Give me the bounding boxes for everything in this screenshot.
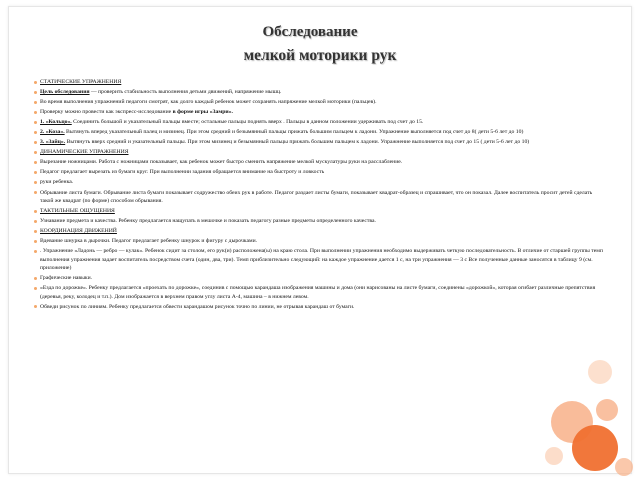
item-label: Цель обследования bbox=[40, 89, 90, 96]
list-item bbox=[40, 158, 606, 166]
deco-circle-3 bbox=[596, 399, 618, 421]
list-item bbox=[40, 128, 606, 136]
item-label: 2. «Коза». bbox=[40, 129, 65, 136]
item-text: Вдевание шнурка в дырочки. Педагог предлагает ребенку шнурок и фигуру с дырочками. bbox=[40, 238, 258, 245]
item-text: Обведи рисунок по линиям. Ребенку предлагается обвести карандашом рисунок точно по линии, не отрывая карандаш от бумаги. bbox=[40, 303, 355, 310]
section-heading: ДИНАМИЧЕСКИЕ УПРАЖНЕНИЯ bbox=[40, 149, 129, 156]
section-dynamic bbox=[40, 148, 606, 156]
item-text: Педагог предлагает вырезать из бумаги круг. При выполнении задания обращается внимание на быстроту и ловкость bbox=[40, 169, 325, 176]
section-heading: ТАКТИЛЬНЫЕ ОЩУЩЕНИЯ bbox=[40, 208, 115, 215]
item-text: Вытянуть вперед указательный палец и мизинец. При этом средний и безымянный пальцы прижать большим пальцем к ладони. Упражнение выполняется под счет до 8( дети 5-6 лет до 10) bbox=[64, 129, 524, 136]
section-static bbox=[40, 78, 606, 86]
item-text: . Упражнение «Ладонь — ребро — кулак». Ребенок сидит за столом, его рук(и) расположена(ы) на краю стола. При выполнении упражнения необходимо выдерживать четкую последовательность. В отличие от старшей группы темп выполнения упражнения задает воспитатель посредством счета (один, два, три). Темп приблизительно следующий: на каждое упражнение дается 1 с, на три упражнения — 3 с Все полученные данные заносятся в таблицу 9 (см. приложение) bbox=[40, 248, 603, 272]
item-text: «Езда по дорожке». Ребенку предлагается «проехать по дорожке», соединив с помощью карандаша изображения машины и дома (они нарисованы на листе бумаги, соединены «дорожкой», которая огибает различные препятствия (деревья, реку, колодец и т.п.). Дом изображается в верхнем правом углу листа А-4, машина – в нижнем левом. bbox=[40, 285, 596, 300]
list-item bbox=[40, 88, 606, 96]
item-label: 1. «Кольцо». bbox=[40, 119, 72, 126]
section-heading: КООРДИНАЦИЯ ДВИЖЕНИЙ bbox=[40, 228, 117, 235]
item-text: Соединить большой и указательный пальцы вместе; остальные пальцы поднять вверх . Пальцы в данном положении удерживать под счет до 15. bbox=[71, 119, 424, 126]
item-bold: в форме игры «Замри». bbox=[172, 109, 233, 116]
list-item bbox=[40, 247, 606, 272]
list-item bbox=[40, 98, 606, 106]
item-text: Узнавание предмета и качества. Ребенку предлагается нащупать в мешочке и показать педагогу разные предметы определенного качества. bbox=[40, 218, 376, 225]
list-item bbox=[40, 274, 606, 282]
item-text: Вытянуть вверх средний и указательный пальцы. При этом мизинец и безымянный пальцы прижать большим пальцем к ладони. Упражнение выполняется под счет до 15 ( дети 5-6 лет до 10) bbox=[65, 139, 530, 146]
list-item bbox=[40, 237, 606, 245]
list-item bbox=[40, 284, 606, 301]
list-item bbox=[40, 189, 606, 206]
item-text: Во время выполнения упражнений педагоги смотрят, как долго каждый ребенок может сохранять напряжение мелкой моторики (пальцев). bbox=[40, 99, 377, 106]
list-item bbox=[40, 178, 606, 186]
section-tactile bbox=[40, 207, 606, 215]
item-label: 3. «Зайц». bbox=[40, 139, 66, 146]
deco-circle-6 bbox=[615, 458, 633, 476]
deco-circle-4 bbox=[572, 425, 618, 471]
list-item bbox=[40, 168, 606, 176]
slide-title-line-1: Обследование bbox=[262, 24, 358, 40]
slide-content bbox=[40, 78, 606, 313]
list-item bbox=[40, 217, 606, 225]
item-text: Графические навыки. bbox=[40, 275, 93, 282]
deco-circle-1 bbox=[588, 360, 612, 384]
slide-title-line-2: мелкой моторики рук bbox=[243, 47, 397, 64]
list-item bbox=[40, 108, 606, 116]
list-item bbox=[40, 303, 606, 311]
list-item bbox=[40, 138, 606, 146]
item-text: Проверку можно провести как экспресс-исследование bbox=[40, 109, 173, 116]
section-heading: СТАТИЧЕСКИЕ УПРАЖНЕНИЯ bbox=[40, 79, 122, 85]
item-text: руки ребенка. bbox=[40, 179, 74, 186]
section-coordination bbox=[40, 227, 606, 235]
deco-circle-5 bbox=[545, 447, 563, 465]
item-text: Вырезание ножницами. Работа с ножницами показывает, как ребенок может быстро сменить напряжение мелкой мускулатуры руки на расслабление. bbox=[40, 159, 403, 166]
item-text: Обрывание листа бумаги. Обрывание листа бумаги показывает содружество обеих рук в работе. Педагог раздает листы бумаги, показывает квадрат-образец и спрашивает, что он показал. Далее воспитатель просит детей сделать такой же квадрат (по форме) способом обрывания. bbox=[40, 189, 593, 204]
item-text: — проверить стабильность выполнения детьми движений, напряжение мышц. bbox=[89, 89, 282, 96]
list-item bbox=[40, 118, 606, 126]
